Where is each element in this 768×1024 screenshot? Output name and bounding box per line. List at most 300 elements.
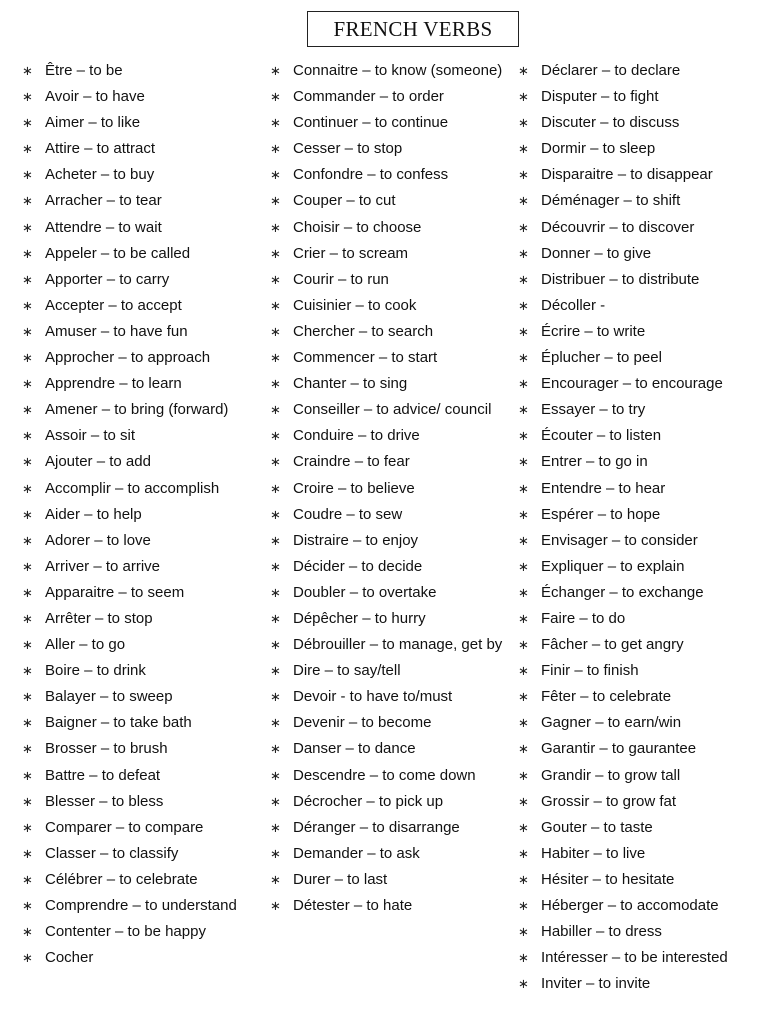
verb-text: Habiller – to dress [541,923,662,941]
verb-text: Envisager – to consider [541,531,698,549]
verb-text: Commander – to order [293,88,444,106]
verb-text: Éplucher – to peel [541,349,662,367]
verb-text: Descendre – to come down [293,766,476,784]
bullet-icon: ∗ [518,376,529,392]
verb-text: Comparer – to compare [45,818,204,836]
verb-item [518,58,764,84]
bullet-icon: ∗ [518,480,529,496]
bullet-icon: ∗ [22,898,33,913]
bullet-icon: ∗ [518,402,529,418]
verb-item [270,397,510,423]
verb-text: Déménager – to shift [541,192,681,210]
verb-item [518,789,764,815]
bullet-icon: ∗ [22,741,33,757]
bullet-icon: ∗ [22,663,33,679]
verb-item [270,449,510,475]
bullet-icon: ∗ [270,610,281,626]
verb-text: Demander – to ask [293,844,420,862]
verb-item [270,215,510,241]
verb-item [270,476,510,502]
verb-item [270,423,510,449]
verb-text: Dire – to say/tell [293,662,401,680]
verb-text: Arrêter – to stop [45,609,153,627]
verb-text: Encourager – to encourage [541,375,723,393]
verb-item [518,110,764,136]
verb-text: Cuisinier – to cook [293,296,417,314]
verb-text: Dépêcher – to hurry [293,609,426,627]
bullet-icon: ∗ [22,715,33,731]
verb-item [22,162,262,188]
bullet-icon: ∗ [270,637,281,653]
bullet-icon: ∗ [22,689,33,705]
verb-item [22,188,262,214]
bullet-icon: ∗ [518,845,529,861]
verb-item [22,293,262,319]
verb-text: Balayer – to sweep [45,688,173,706]
verb-text: Découvrir – to discover [541,218,695,236]
page-title: FRENCH VERBS [307,11,519,47]
verb-item [518,867,764,893]
verb-text: Discuter – to discuss [541,114,680,132]
verb-item [518,345,764,371]
bullet-icon: ∗ [270,141,281,157]
verb-item [22,710,262,736]
bullet-icon: ∗ [518,924,529,940]
verb-item [270,684,510,710]
verb-text: Accomplir – to accomplish [45,479,220,497]
verb-item [518,84,764,110]
verb-text: Écrire – to write [541,322,646,340]
verb-item [270,502,510,528]
bullet-icon: ∗ [22,924,33,940]
verb-item [270,815,510,841]
verb-item [518,449,764,475]
bullet-icon: ∗ [270,402,281,418]
verb-item [518,528,764,554]
bullet-icon: ∗ [270,480,281,496]
verb-item [518,397,764,423]
verb-text: Devoir - to have to/must [293,688,453,706]
verb-list-column-3 [518,58,764,997]
bullet-icon: ∗ [518,115,529,131]
verb-text: Héberger – to accomodate [541,897,719,914]
bullet-icon: ∗ [22,376,33,392]
verb-item [518,710,764,736]
verb-text: Adorer – to love [45,531,151,549]
verb-text: Célébrer – to celebrate [45,870,198,888]
bullet-icon: ∗ [22,532,33,548]
verb-item [22,815,262,841]
verb-text: Confondre – to confess [293,166,449,184]
verb-text: Détester – to hate [293,897,413,914]
verb-item [22,319,262,345]
bullet-icon: ∗ [518,793,529,809]
verb-item [270,710,510,736]
bullet-icon: ∗ [22,584,33,600]
verb-text: Couper – to cut [293,192,396,210]
verb-text: Essayer – to try [541,401,646,419]
bullet-icon: ∗ [22,793,33,809]
verb-text: Attendre – to wait [45,218,162,236]
bullet-icon: ∗ [22,845,33,861]
bullet-icon: ∗ [270,584,281,600]
bullet-icon: ∗ [518,454,529,470]
verb-item [518,554,764,580]
bullet-icon: ∗ [270,819,281,835]
verb-item [22,267,262,293]
verb-text: Arriver – to arrive [45,557,161,575]
bullet-icon: ∗ [270,558,281,574]
verb-text: Donner – to give [541,244,652,262]
verb-text: Intéresser – to be interested [541,949,728,967]
verb-item [22,763,262,789]
verb-item [518,267,764,293]
verb-item [22,371,262,397]
verb-text: Ajouter – to add [45,453,151,471]
verb-item [518,893,764,919]
bullet-icon: ∗ [518,350,529,366]
bullet-icon: ∗ [22,193,33,209]
verb-item [518,919,764,945]
verb-text: Croire – to believe [293,479,415,497]
verb-item [22,423,262,449]
verb-text: Commencer – to start [293,349,438,367]
verb-text: Faire – to do [541,609,626,627]
bullet-icon: ∗ [518,741,529,757]
verb-item [22,789,262,815]
bullet-icon: ∗ [518,819,529,835]
verb-text: Décider – to decide [293,557,423,575]
bullet-icon: ∗ [518,323,529,339]
bullet-icon: ∗ [22,141,33,157]
bullet-icon: ∗ [518,141,529,157]
verb-text: Distribuer – to distribute [541,270,700,288]
verb-text: Choisir – to choose [293,218,422,236]
verb-item [22,528,262,554]
verb-item [22,84,262,110]
verb-text: Acheter – to buy [45,166,155,184]
verb-item [270,136,510,162]
bullet-icon: ∗ [270,297,281,313]
verb-item [270,893,510,919]
verb-item [270,736,510,762]
bullet-icon: ∗ [270,454,281,470]
verb-text: Échanger – to exchange [541,583,704,601]
bullet-icon: ∗ [22,610,33,626]
verb-item [270,789,510,815]
bullet-icon: ∗ [518,63,529,78]
bullet-icon: ∗ [270,793,281,809]
verb-item [270,58,510,84]
verb-item [518,945,764,971]
bullet-icon: ∗ [270,376,281,392]
verb-item [518,841,764,867]
verb-text: Gagner – to earn/win [541,714,682,732]
bullet-icon: ∗ [270,63,281,78]
verb-item [270,84,510,110]
bullet-icon: ∗ [270,715,281,731]
verb-text: Fâcher – to get angry [541,636,684,654]
bullet-icon: ∗ [270,845,281,861]
verb-text: Habiter – to live [541,844,646,862]
bullet-icon: ∗ [270,350,281,366]
bullet-icon: ∗ [22,350,33,366]
verb-item [518,215,764,241]
bullet-icon: ∗ [22,63,33,78]
verb-text: Arracher – to tear [45,192,162,210]
verb-text: Assoir – to sit [45,427,136,445]
bullet-icon: ∗ [22,454,33,470]
verb-text: Apprendre – to learn [45,375,182,393]
verb-item [270,241,510,267]
verb-text: Chanter – to sing [293,375,408,393]
bullet-icon: ∗ [22,558,33,574]
verb-item [518,476,764,502]
verb-text: Chercher – to search [293,322,434,340]
verb-item [270,658,510,684]
bullet-icon: ∗ [270,532,281,548]
verb-item [22,554,262,580]
verb-text: Conseiller – to advice/ council [293,401,492,419]
verb-item [270,267,510,293]
verb-text: Cocher [45,949,94,967]
verb-text: Connaitre – to know (someone) [293,62,503,79]
bullet-icon: ∗ [518,976,529,992]
verb-item [22,241,262,267]
verb-text: Hésiter – to hesitate [541,870,675,888]
verb-text: Conduire – to drive [293,427,420,445]
verb-text: Apparaitre – to seem [45,583,185,601]
verb-text: Aller – to go [45,636,126,654]
bullet-icon: ∗ [270,506,281,522]
verb-text: Gouter – to taste [541,818,653,836]
bullet-icon: ∗ [22,323,33,339]
bullet-icon: ∗ [518,610,529,626]
bullet-icon: ∗ [518,271,529,287]
verb-item [270,345,510,371]
verb-item [270,606,510,632]
verb-item [518,502,764,528]
verb-item [22,215,262,241]
bullet-icon: ∗ [518,950,529,966]
verb-text: Courir – to run [293,270,389,288]
verb-item [270,371,510,397]
verb-text: Espérer – to hope [541,505,661,523]
bullet-icon: ∗ [518,663,529,679]
verb-text: Cesser – to stop [293,140,403,158]
verb-text: Aider – to help [45,505,142,523]
bullet-icon: ∗ [22,297,33,313]
bullet-icon: ∗ [270,193,281,209]
verb-text: Disparaitre – to disappear [541,166,713,184]
verb-text: Amener – to bring (forward) [45,401,229,419]
verb-text: Dormir – to sleep [541,140,656,158]
verb-item [518,684,764,710]
bullet-icon: ∗ [270,167,281,183]
bullet-icon: ∗ [518,715,529,731]
bullet-icon: ∗ [518,898,529,913]
bullet-icon: ∗ [22,950,33,966]
verb-item [518,371,764,397]
verb-item [22,684,262,710]
verb-item [22,58,262,84]
verb-item [518,658,764,684]
verb-item [270,319,510,345]
verb-text: Brosser – to brush [45,740,168,758]
verb-text: Continuer – to continue [293,114,449,132]
verb-item [270,580,510,606]
verb-item [518,423,764,449]
verb-item [518,606,764,632]
bullet-icon: ∗ [270,323,281,339]
bullet-icon: ∗ [518,871,529,887]
verb-item [270,554,510,580]
verb-text: Comprendre – to understand [45,897,237,914]
verb-item [270,841,510,867]
verb-item [518,763,764,789]
verb-text: Fêter – to celebrate [541,688,672,706]
bullet-icon: ∗ [22,271,33,287]
verb-item [22,867,262,893]
bullet-icon: ∗ [270,271,281,287]
verb-text: Aimer – to like [45,114,141,132]
verb-list-column-1 [22,58,262,971]
bullet-icon: ∗ [518,245,529,261]
bullet-icon: ∗ [518,532,529,548]
verb-text: Déranger – to disarrange [293,818,460,836]
verb-item [270,867,510,893]
bullet-icon: ∗ [518,297,529,313]
bullet-icon: ∗ [270,871,281,887]
verb-item [518,971,764,997]
verb-text: Accepter – to accept [45,296,182,314]
verb-text: Finir – to finish [541,662,639,680]
verb-text: Boire – to drink [45,662,146,680]
verb-text: Décrocher – to pick up [293,792,444,810]
verb-text: Écouter – to listen [541,427,662,445]
verb-item [22,919,262,945]
verb-text: Coudre – to sew [293,505,403,523]
verb-text: Crier – to scream [293,244,409,262]
bullet-icon: ∗ [270,663,281,679]
verb-item [22,397,262,423]
verb-text: Entrer – to go in [541,453,648,471]
verb-text: Expliquer – to explain [541,557,685,575]
verb-text: Contenter – to be happy [45,923,206,941]
verb-item [22,136,262,162]
verb-item [518,136,764,162]
bullet-icon: ∗ [270,89,281,105]
bullet-icon: ∗ [22,115,33,131]
verb-item [518,580,764,606]
bullet-icon: ∗ [22,428,33,444]
verb-item [518,162,764,188]
bullet-icon: ∗ [22,402,33,418]
verb-item [518,319,764,345]
bullet-icon: ∗ [22,480,33,496]
verb-item [270,110,510,136]
bullet-icon: ∗ [518,767,529,783]
verb-text: Débrouiller – to manage, get by [293,636,503,654]
verb-item [270,763,510,789]
verb-list-column-2 [270,58,510,919]
verb-item [270,632,510,658]
verb-text: Classer – to classify [45,844,179,862]
bullet-icon: ∗ [270,741,281,757]
bullet-icon: ∗ [22,767,33,783]
bullet-icon: ∗ [518,689,529,705]
verb-text: Durer – to last [293,870,388,888]
verb-item [22,736,262,762]
bullet-icon: ∗ [270,689,281,705]
bullet-icon: ∗ [270,898,281,913]
verb-text: Distraire – to enjoy [293,531,419,549]
verb-text: Approcher – to approach [45,349,211,367]
verb-text: Craindre – to fear [293,453,410,471]
bullet-icon: ∗ [22,871,33,887]
bullet-icon: ∗ [270,115,281,131]
verb-text: Appeler – to be called [45,244,191,262]
bullet-icon: ∗ [518,637,529,653]
verb-item [518,293,764,319]
verb-text: Devenir – to become [293,714,432,732]
verb-item [22,658,262,684]
verb-item [518,188,764,214]
verb-item [518,736,764,762]
verb-item [518,241,764,267]
bullet-icon: ∗ [518,584,529,600]
verb-text: Blesser – to bless [45,792,164,810]
verb-item [270,162,510,188]
bullet-icon: ∗ [22,637,33,653]
verb-item [270,188,510,214]
verb-item [22,945,262,971]
verb-item [22,345,262,371]
bullet-icon: ∗ [518,219,529,235]
bullet-icon: ∗ [22,819,33,835]
bullet-icon: ∗ [22,219,33,235]
bullet-icon: ∗ [270,219,281,235]
verb-text: Doubler – to overtake [293,583,437,601]
verb-text: Baigner – to take bath [45,714,192,732]
bullet-icon: ∗ [22,245,33,261]
bullet-icon: ∗ [22,89,33,105]
verb-item [22,606,262,632]
verb-text: Danser – to dance [293,740,416,758]
verb-item [22,476,262,502]
verb-text: Grossir – to grow fat [541,792,677,810]
verb-text: Amuser – to have fun [45,322,188,340]
verb-text: Entendre – to hear [541,479,666,497]
verb-item [22,502,262,528]
bullet-icon: ∗ [518,506,529,522]
bullet-icon: ∗ [518,89,529,105]
verb-text: Décoller - [541,296,606,314]
verb-item [518,815,764,841]
verb-item [270,528,510,554]
verb-text: Garantir – to gaurantee [541,740,697,758]
verb-text: Inviter – to invite [541,975,651,993]
verb-text: Déclarer – to declare [541,62,681,79]
verb-item [22,632,262,658]
bullet-icon: ∗ [270,245,281,261]
verb-text: Disputer – to fight [541,88,659,106]
bullet-icon: ∗ [518,558,529,574]
bullet-icon: ∗ [270,767,281,783]
bullet-icon: ∗ [22,167,33,183]
verb-item [270,293,510,319]
verb-item [22,841,262,867]
